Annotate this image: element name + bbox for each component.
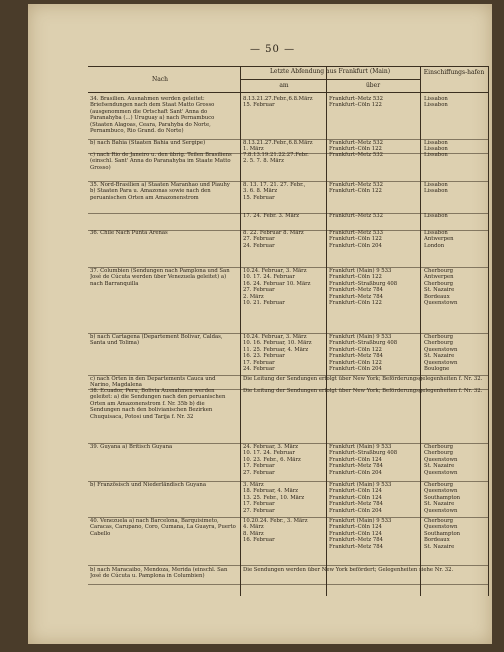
header-bottom-rule [88,92,488,93]
row-destination: 38. Ecuador, Peru, Bolivia Ausnahmen werden geleitet: a) die Sendungen nach den peruanischen Orten am Amazonenstrom f. Nr. 35b b) die Sendungen nach den bolivianischen Bezirken Chuquisaca, Potosi und Tarija f. Nr. 32 [90,388,226,420]
row-port: Cherbourg Queenstown Southampton St. Nazaire Queenstown [424,482,461,514]
row-port: Cherbourg Cherbourg Queenstown St. Nazaire Queenstown Boulogne [424,334,458,373]
row-dates: 10.20.24. Febr., 3. März 4. März 8. März 16. Februar [243,518,308,544]
row-port: Lissabon [424,152,448,158]
table-top-rule [88,66,488,67]
row-dates: 17. 24. Febr. 3. März [243,213,300,219]
header-sub-rule [240,79,420,80]
row-destination: 34. Brasilien. Ausnahmen werden geleitet: Briefsendungen nach dem Staat Matto Grosso (ausgenommen die Ortschaft Sant' Anna do Paranahyba (...) Uruguay a) nach Pernambuco (Staaten Alagoas, Ceara, Parahyba do Norte, Pernambuco, Rio Grand. do Norte) [90,96,215,135]
row-dates: 24. Februar, 3. März 10. 17. 24. Februar 10. 23. Febr., 6. März 17. Februar 27. Februar [243,444,301,476]
row-destination: 40. Venezuela a) nach Barcelona, Barquisimeto, Caracas, Carupano, Coro, Cumana, La Guayra, Puerto Cabello [90,518,236,537]
row-route: Frankfurt (Main) 9 533 Frankfurt–Cöln 122 Frankfurt–Straßburg 408 Frankfurt–Metz 784 Frankfurt–Metz 784 Frankfurt–Cöln 122 [329,268,398,307]
col-divider-right [488,66,489,596]
row-dates: 7.8.13.19.21.22.27.Febr. 2. 5. 7. 8. März [243,152,309,165]
row-note: Die Leitung der Sendungen erfolgt über New York; Beförderungsgelegenheiten f. Nr. 32. [243,376,483,382]
row-port: Lissabon Lissabon [424,96,448,109]
row-route: Frankfurt–Metz 532 Frankfurt–Cöln 122 [329,96,383,109]
row-destination: b) nach Bahia (Staaten Bahia und Sergipe) [90,140,206,146]
row-dates: 10.24. Februar, 3. März 10. 16. Februar, 10. März 11. 25. Februar, 4. März 16. 23. Februar 17. Februar 24. Februar [243,334,312,373]
row-destination: b) nach Cartagena (Departement Bolivar, Caldas, Santa und Tolima) [90,334,223,347]
row-destination: b) nach Maracaibo, Mendoza, Merida (einschl. San José de Cúcuta u. Pamplona in Columbien) [90,567,228,580]
header-ueber: über [365,82,381,89]
row-route: Frankfurt–Metz 532 [329,152,383,158]
row-destination: 37. Columbien (Sendungen nach Pamplona und San José de Cúcuta werden über Venezuela geleitet) a) nach Barranquilla [90,268,230,287]
row-port: Lissabon Lissabon [424,140,448,152]
row-dates: 3. März 18. Februar, 4. März 13. 25. Febr., 10. März 17. Februar 27. Februar [243,482,305,514]
row-destination: c) nach Orten in den Departements Cauca und Narino, Magdalena [90,376,216,388]
row-separator [88,565,488,566]
header-am: am [279,82,289,89]
row-destination: c) nach Rio de Janeiro u. den übrig. Teilen Brasiliens (einschl. Sant' Anna do Paranahyba im Staate Matto Grosso) [90,152,232,171]
header-einschiffung: Einschiffungs-hafen [423,69,485,76]
row-route: Frankfurt (Main) 9 533 Frankfurt–Straßburg 408 Frankfurt–Cöln 124 Frankfurt–Metz 784 Frankfurt–Cöln 204 [329,444,398,476]
row-route: Frankfurt–Metz 532 [329,213,383,219]
row-route: Frankfurt (Main) 9 533 Frankfurt–Cöln 124 Frankfurt–Cöln 124 Frankfurt–Metz 784 Frankfurt–Cöln 204 [329,482,392,514]
header-abfendung: Letzte Abfendung aus Frankfurt (Main) [269,68,391,75]
row-dates: 10.24. Februar, 3. März 10. 17. 24. Februar 16. 24. Februar 10. März 27. Februar 2. März 10. 21. Februar [243,268,311,307]
row-port: Cherbourg Cherbourg Queenstown St. Nazaire Queenstown [424,444,458,476]
row-dates: 8.13.21.27.Febr.,6.8.März 15. Februar [243,96,313,109]
row-route: Frankfurt (Main) 9 533 Frankfurt–Straßburg 408 Frankfurt–Cöln 122 Frankfurt–Metz 784 Frankfurt–Cöln 122 Frankfurt–Cöln 204 [329,334,398,373]
row-port: Lissabon [424,213,448,219]
row-dates: 8. 22. Februar 8. März 27. Februar 24. Februar [243,230,304,249]
page-number: — 50 — [250,44,296,55]
header-nach: Nach [151,76,169,83]
row-destination: 35. Nord-Brasilien a) Staaten Maranhao und Piauhy b) Staaten Para u. Amazonas sowie nach den peruanischen Orten am Amazonenstrom [90,182,230,201]
row-dates: 8. 13. 17. 21. 27. Febr., 3. 6. 8. März 15. Februar [243,182,306,201]
row-port: Cherbourg Antwerpen Cherbourg St. Nazaire Bordeaux Queenstown [424,268,458,307]
row-dates: 8.13.21.27.Febr.,6.8.März 1. März [243,140,313,152]
row-route: Frankfurt (Main) 9 533 Frankfurt–Cöln 124 Frankfurt–Cöln 124 Frankfurt–Metz 784 Frankfurt–Metz 784 [329,518,392,550]
row-port: Lissabon Antwerpen London [424,230,454,249]
row-note: Die Leitung der Sendungen erfolgt über New York; Beförderungsgelegenheiten f. Nr. 32. [243,388,483,394]
row-port: Cherbourg Queenstown Southampton Bordeaux St. Nazaire [424,518,461,550]
row-destination: 39. Guyana a) Britisch Guyana [90,444,173,450]
row-separator [88,584,488,585]
row-route: Frankfurt–Metz 532 Frankfurt–Cöln 122 [329,140,383,152]
row-destination: b) Französisch und Niederländisch Guyana [90,482,206,488]
row-port: Lissabon Lissabon [424,182,448,195]
row-note: Die Sendungen werden über New York befördert; Gelegenheiten siehe Nr. 32. [243,567,454,573]
row-route: Frankfurt–Metz 532 Frankfurt–Cöln 122 [329,182,383,195]
row-route: Frankfurt–Metz 533 Frankfurt–Cöln 122 Frankfurt–Cöln 204 [329,230,383,249]
row-destination: 36. Chile Nach Punta Arenas [90,230,168,236]
